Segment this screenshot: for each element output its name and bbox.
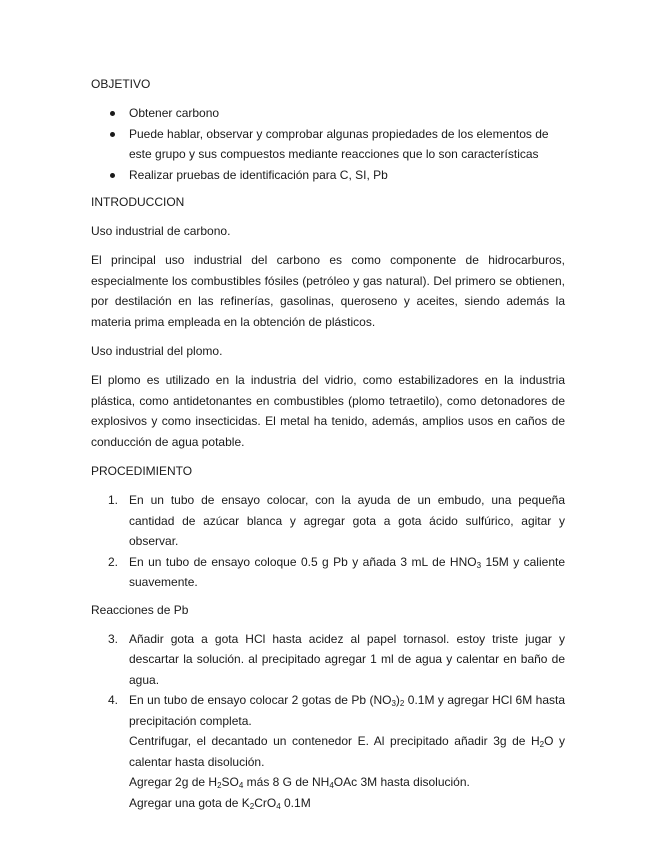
list-item	[91, 165, 565, 186]
reacciones-heading: Reacciones de Pb	[91, 602, 189, 617]
list-item	[91, 552, 565, 593]
step-line	[129, 772, 565, 793]
step-text: O y calentar hasta disolución.	[129, 734, 565, 769]
list-item	[91, 690, 565, 813]
step-number: 3.	[108, 631, 119, 646]
step-text: Agregar una gota de K	[129, 795, 250, 810]
objetivo-item-text: Puede hablar, observar y comprobar algunas propiedades de los elementos de este grupo y sus compuestos mediante reacciones que lo son características	[129, 126, 549, 161]
step-line	[129, 793, 565, 814]
introduccion-heading: INTRODUCCION	[91, 195, 185, 209]
step-number: 1.	[108, 493, 119, 507]
step-text: En un tubo de ensayo colocar 2 gotas de Pb (NO	[129, 693, 392, 707]
step-text: 0.1M y agregar HCl 6M hasta precipitación completa.	[129, 693, 565, 728]
step-text: Centrifugar, el decantado un contenedor E. Al precipitado añadir 3g de H	[129, 734, 540, 748]
list-item	[91, 490, 565, 552]
bullet-icon	[110, 132, 115, 137]
step-text: Agregar 2g de H	[129, 775, 218, 789]
plomo-paragraph: El plomo es utilizado en la industria del vidrio, como estabilizadores en la industria plástica, como antidetonantes en combustibles (plomo tetraetilo), como detonadores de explosivos y como insecticidas. El metal ha tenido, además, amplios usos en caños de conducción de agua potable.	[91, 373, 565, 449]
plomo-subheading: Uso industrial del plomo.	[91, 344, 223, 358]
bullet-icon	[110, 111, 115, 116]
bullet-icon	[110, 173, 115, 178]
step-text: En un tubo de ensayo coloque 0.5 g Pb y añada 3 mL de HNO	[129, 554, 477, 569]
objetivo-item-text: Realizar pruebas de identificación para C, SI, Pb	[129, 167, 388, 182]
document-page	[91, 74, 565, 820]
subscript: 2	[249, 801, 255, 811]
procedimiento-list	[91, 490, 565, 593]
step-text: OAc 3M hasta disolución.	[333, 775, 470, 789]
objetivo-heading: OBJETIVO	[91, 77, 151, 91]
subscript: 3	[391, 699, 396, 708]
subscript: 4	[276, 801, 281, 811]
subscript: 2	[539, 740, 545, 749]
reacciones-list	[91, 629, 565, 814]
subscript: 3	[476, 560, 482, 570]
objetivo-list	[91, 103, 565, 185]
step-text: más 8 G de NH	[243, 775, 330, 789]
objetivo-item-text: Obtener carbono	[129, 106, 220, 120]
step-text: CrO	[254, 795, 277, 810]
list-item	[91, 103, 565, 124]
step-number: 4.	[108, 693, 119, 707]
carbono-subheading: Uso industrial de carbono.	[91, 224, 231, 238]
step-text: )	[395, 693, 400, 707]
step-text: En un tubo de ensayo colocar, con la ayuda de un embudo, una pequeña cantidad de azúcar blanca y agregar gota a gota ácido sulfúrico, agitar y observar.	[129, 493, 565, 548]
step-text: 15M y caliente suavemente.	[129, 554, 565, 589]
subscript: 2	[399, 699, 405, 708]
step-number: 2.	[108, 554, 119, 569]
step-text: Añadir gota a gota HCl hasta acidez al papel tornasol. estoy triste jugar y descartar la solución. al precipitado agregar 1 ml de agua y calentar en baño de agua.	[129, 631, 565, 687]
carbono-paragraph: El principal uso industrial del carbono es como componente de hidrocarburos, especialmente los combustibles fósiles (petróleo y gas natural). Del primero se obtienen, por destilación en las refinerías, gasolinas, queroseno y aceites, siendo además la materia prima empleada en la obtención de plásticos.	[91, 253, 565, 329]
list-item	[91, 124, 565, 165]
subscript: 2	[217, 781, 222, 790]
step-text: 0.1M	[280, 795, 311, 810]
subscript: 4	[329, 781, 334, 790]
procedimiento-heading: PROCEDIMIENTO	[91, 464, 193, 478]
step-text: SO	[221, 775, 239, 789]
list-item	[91, 629, 565, 691]
subscript: 4	[238, 781, 244, 790]
step-line	[129, 731, 565, 772]
